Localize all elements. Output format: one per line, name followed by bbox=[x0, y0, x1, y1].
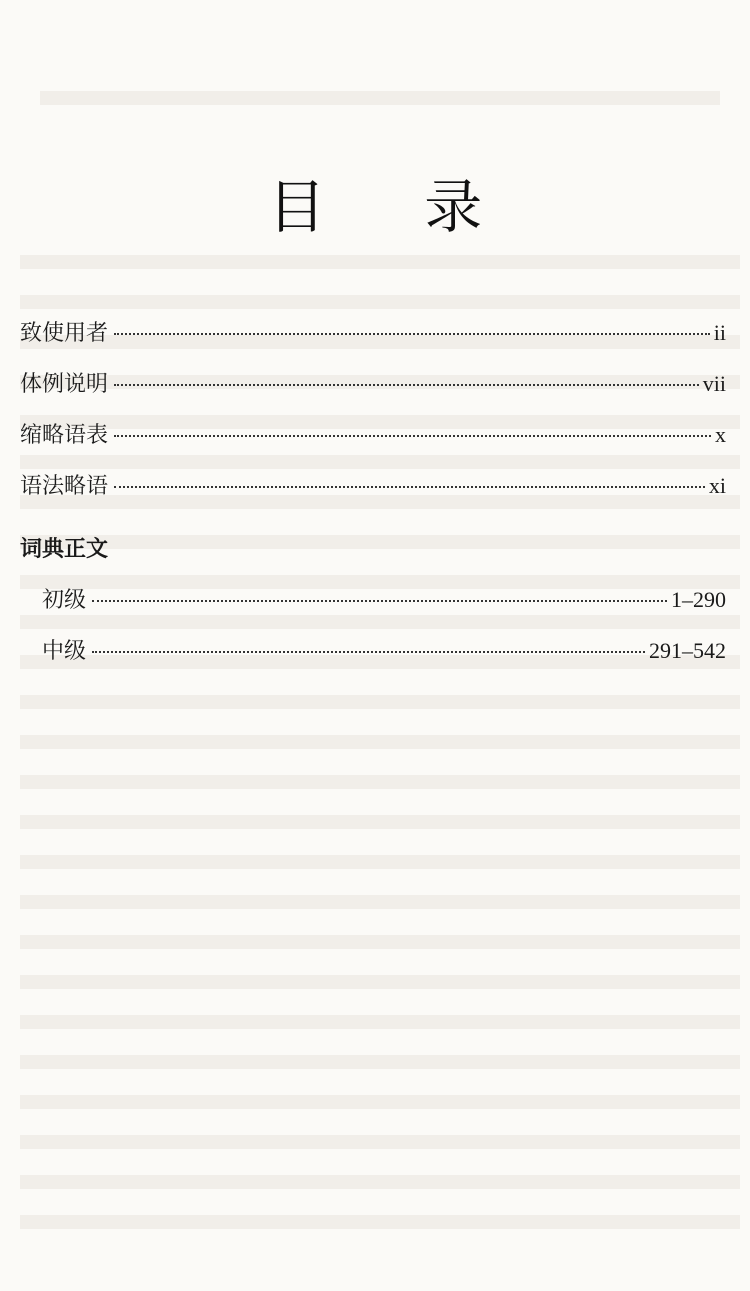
leader-dots bbox=[114, 384, 699, 386]
toc-entry-page: ii bbox=[713, 320, 726, 345]
toc-entry-abbreviations[interactable] bbox=[20, 418, 726, 469]
toc-entry-label: 体例说明 bbox=[20, 372, 109, 397]
toc-entry-to-users[interactable] bbox=[20, 316, 726, 367]
toc-entry-label: 中级 bbox=[42, 639, 87, 664]
toc-entry-intermediate[interactable] bbox=[20, 634, 726, 685]
toc-entry-label: 初级 bbox=[42, 588, 87, 613]
toc-entry-style-guide[interactable] bbox=[20, 367, 726, 418]
toc-entry-grammar-abbreviations[interactable] bbox=[20, 469, 726, 520]
page-title: 目 录 bbox=[267, 173, 523, 241]
table-of-contents bbox=[20, 316, 726, 685]
toc-entry-elementary[interactable] bbox=[20, 583, 726, 634]
toc-entry-page: xi bbox=[708, 473, 726, 498]
toc-entry-page: 1–290 bbox=[671, 587, 726, 612]
toc-entry-label: 缩略语表 bbox=[20, 423, 109, 448]
toc-entry-label: 致使用者 bbox=[20, 321, 109, 346]
leader-dots bbox=[114, 486, 705, 488]
toc-entry-page: x bbox=[715, 422, 726, 447]
leader-dots bbox=[114, 435, 711, 437]
leader-dots bbox=[92, 600, 667, 602]
toc-entry-page: vii bbox=[702, 371, 726, 396]
toc-entry-page: 291–542 bbox=[649, 638, 726, 663]
leader-dots bbox=[114, 333, 710, 335]
section-heading-dictionary-body: 词典正文 bbox=[20, 537, 109, 562]
toc-entry-label: 语法略语 bbox=[20, 474, 109, 499]
leader-dots bbox=[92, 651, 645, 653]
